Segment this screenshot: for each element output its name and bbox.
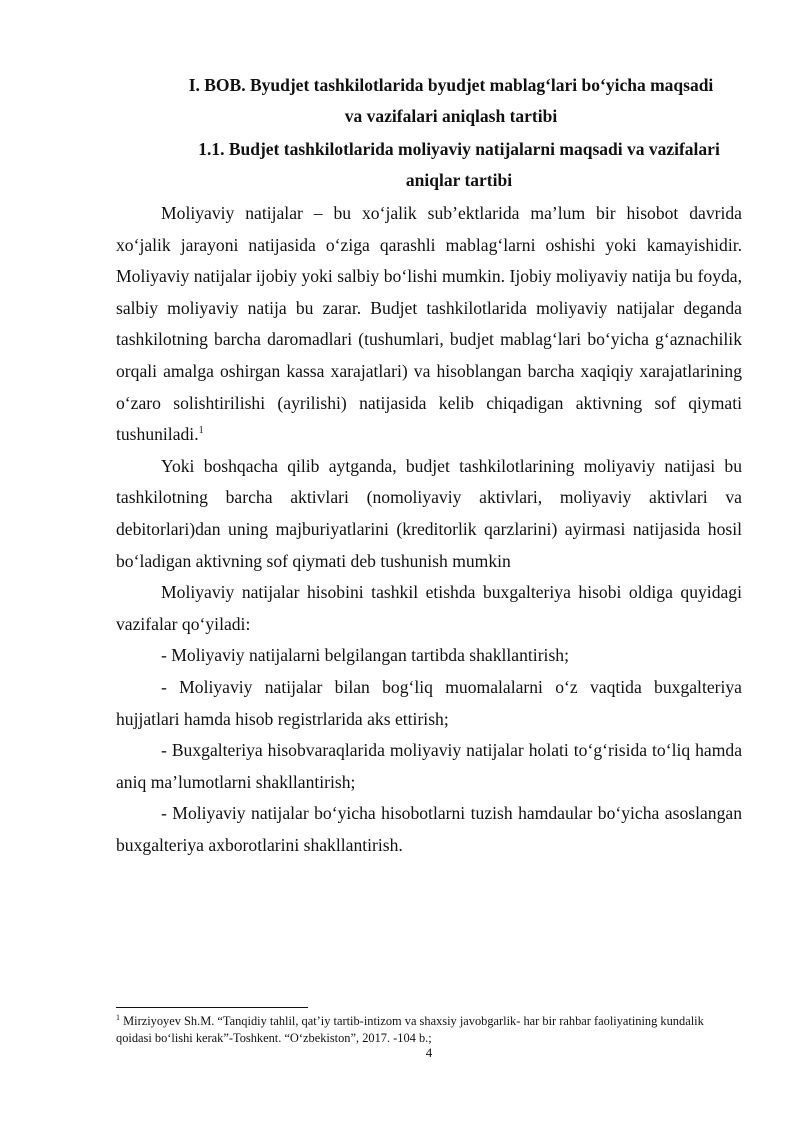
page-number: 4	[425, 1045, 433, 1060]
footnote-marker: 1	[116, 1012, 120, 1022]
chapter-heading-line2: va vazifalari aniqlash tartibi	[344, 106, 558, 126]
paragraph-alternative: Yoki boshqacha qilib aytganda, budjet tashkilotlarining moliyaviy natijasi bu tashkilotning barcha aktivlari (nomoliyaviy aktivlari, moliyaviy aktivlari va debitorlari)dan uning majburiyatlarini (kreditorlik qarzlarini) ayirmasi natijasida hosil bo‘ladigan aktivning sof qiymati deb tushunish mumkin	[116, 455, 742, 571]
paragraph-tasks-intro: Moliyaviy natijalar hisobini tashkil etishda buxgalteriya hisobi oldiga quyidagi vazifalar qo‘yiladi:	[116, 582, 742, 634]
footnote-reference: 1	[198, 425, 204, 437]
document-page	[116, 70, 742, 861]
section-heading-line1: 1.1. Budjet tashkilotlarida moliyaviy natijalarni maqsadi va vazifalari	[198, 139, 720, 159]
footnote-separator	[116, 1007, 308, 1008]
paragraph-definition-text: Moliyaviy natijalar – bu xo‘jalik sub’ektlarida ma’lum bir hisobot davrida xo‘jalik jarayoni natijasida o‘ziga qarashli mablag‘larni oshishi yoki kamayishidir. Moliyaviy natijalar ijobiy yoki salbiy bo‘lishi mumkin. Ijobiy moliyaviy natija bu foyda, salbiy moliyaviy natija bu zarar. Budjet tashkilotlarida moliyaviy natijalar deganda tashkilotning barcha daromadlari (tushumlari, budjet mablag‘lari bo‘yicha g‘aznachilik orqali amalga oshirgan kassa xarajatlari) va hisoblangan barcha xaqiqiy xarajatlarining o‘zaro solishtirilishi (ayrilishi) natijasida kelib chiqadigan aktivning sof qiymati tushuniladi.	[116, 203, 742, 445]
list-item: - Buxgalteriya hisobvaraqlarida moliyaviy natijalar holati to‘g‘risida to‘liq hamda aniq ma’lumotlarni shakllantirish;	[116, 740, 742, 792]
section-heading	[116, 134, 742, 196]
list-item: - Moliyaviy natijalar bilan bog‘liq muomalalarni o‘z vaqtida buxgalteriya hujjatlari hamda hisob registrlarida aks ettirish;	[116, 676, 742, 729]
chapter-heading-line1: I. BOB. Byudjet tashkilotlarida byudjet mablag‘lari bo‘yicha maqsadi	[188, 75, 714, 95]
footnote	[116, 1013, 736, 1046]
chapter-heading	[116, 70, 742, 132]
list-item: - Moliyaviy natijalar bo‘yicha hisobotlarni tuzish hamdaular bo‘yicha asoslangan buxgalteriya axborotlarini shakllantirish.	[116, 803, 742, 855]
paragraph-definition	[116, 198, 742, 451]
footnote-text: Mirziyoyev Sh.M. “Tanqidiy tahlil, qat’iy tartib-intizom va shaxsiy javobgarlik- har bir rahbar faoliyatining kundalik qoidasi bo‘lishi kerak”-Toshkent. “O‘zbekiston”, 2017. -104 b.;	[116, 1014, 704, 1045]
section-heading-line2: aniqlar tartibi	[405, 170, 513, 190]
list-item: - Moliyaviy natijalarni belgilangan tartibda shakllantirish;	[161, 645, 569, 666]
